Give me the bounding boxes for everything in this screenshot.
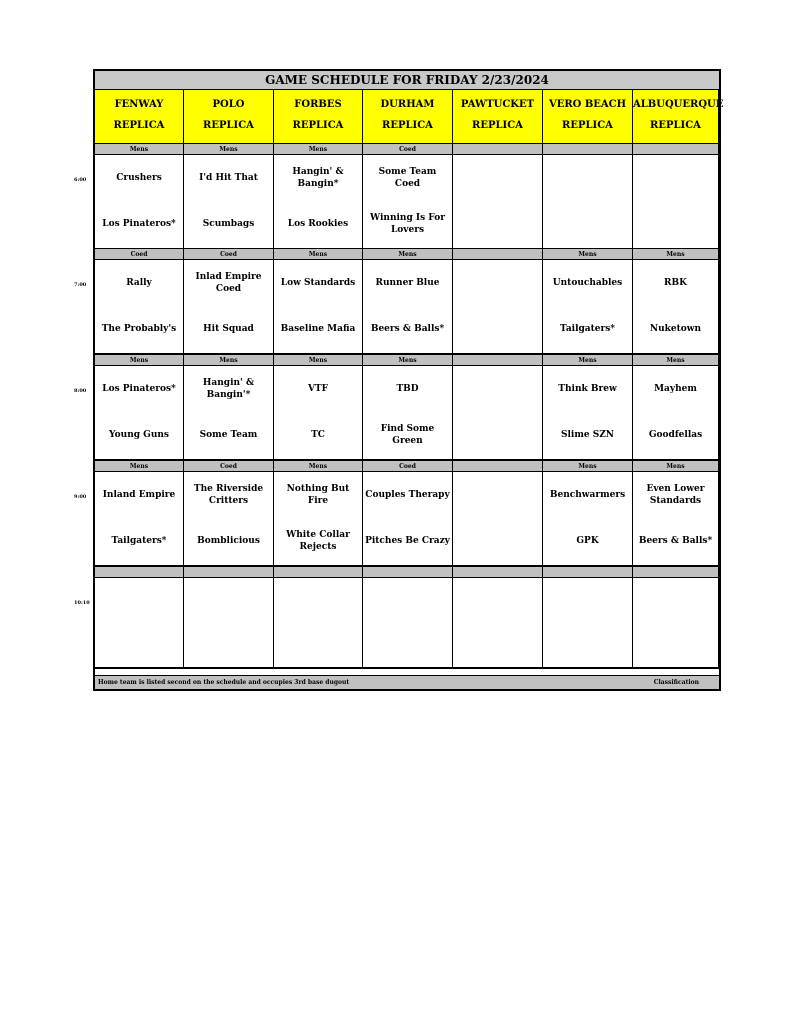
game-cell bbox=[95, 260, 184, 355]
game-cell bbox=[363, 260, 453, 355]
field-header bbox=[453, 90, 543, 144]
home-team: Pitches Be Crazy bbox=[365, 536, 450, 546]
home-team: GPK bbox=[576, 536, 599, 546]
home-team: Tailgaters* bbox=[559, 324, 616, 334]
classification-cell: Mens bbox=[95, 461, 184, 472]
away-team: I'd Hit That bbox=[199, 173, 258, 183]
game-cell bbox=[633, 472, 719, 567]
classification-cell bbox=[453, 461, 543, 472]
classification-cell bbox=[95, 567, 184, 578]
field-header bbox=[274, 90, 363, 144]
home-team: Winning Is For Lovers bbox=[370, 213, 445, 235]
home-team: Goodfellas bbox=[648, 430, 703, 440]
field-header bbox=[543, 90, 633, 144]
classification-cell: Mens bbox=[543, 249, 633, 260]
field-subtitle: REPLICA bbox=[292, 120, 344, 131]
home-team: Los Pinateros* bbox=[102, 219, 176, 229]
game-cell bbox=[543, 472, 633, 567]
game-cell bbox=[543, 578, 633, 669]
game-cell bbox=[633, 260, 719, 355]
away-team: Even Lower Standards bbox=[646, 484, 705, 506]
game-cell bbox=[274, 366, 363, 461]
away-team: Some Team Coed bbox=[378, 167, 437, 189]
away-team: Mayhem bbox=[654, 384, 697, 394]
away-team: VTF bbox=[307, 384, 329, 394]
game-cell bbox=[274, 260, 363, 355]
home-team: White Collar Rejects bbox=[286, 530, 350, 552]
away-team: Crushers bbox=[116, 173, 162, 183]
home-team: Tailgaters* bbox=[111, 536, 167, 546]
time-label: 9:00 bbox=[74, 494, 87, 500]
home-team: TC bbox=[311, 430, 325, 440]
away-team: Hangin' & Bangin'* bbox=[202, 378, 255, 400]
game-cell bbox=[184, 155, 274, 250]
schedule-title: GAME SCHEDULE FOR FRIDAY 2/23/2024 bbox=[95, 71, 719, 90]
field-header bbox=[633, 90, 724, 144]
field-subtitle: REPLICA bbox=[203, 120, 254, 131]
away-team: Nothing But Fire bbox=[286, 484, 350, 506]
game-cell bbox=[633, 366, 719, 461]
classification-cell: Coed bbox=[363, 144, 453, 155]
field-subtitle: REPLICA bbox=[113, 120, 165, 131]
home-team: Slime SZN bbox=[560, 430, 614, 440]
field-subtitle: REPLICA bbox=[472, 120, 523, 131]
game-cell bbox=[184, 472, 274, 567]
classification-cell bbox=[543, 567, 633, 578]
game-cell bbox=[543, 366, 633, 461]
field-subtitle: REPLICA bbox=[650, 120, 701, 131]
field-name: DURHAM bbox=[380, 99, 435, 110]
home-team: Young Guns bbox=[109, 430, 169, 440]
home-team: Find Some Green bbox=[380, 424, 435, 446]
game-cell bbox=[363, 578, 453, 669]
game-cell bbox=[184, 578, 274, 669]
away-team: Benchwarmers bbox=[549, 490, 626, 500]
classification-cell: Mens bbox=[633, 461, 719, 472]
home-team: Baseline Mafia bbox=[280, 324, 356, 334]
classification-cell bbox=[543, 144, 633, 155]
away-team: The Riverside Critters bbox=[193, 484, 264, 506]
classification-cell: Mens bbox=[363, 249, 453, 260]
classification-cell: Mens bbox=[274, 249, 363, 260]
game-cell bbox=[274, 155, 363, 250]
game-cell bbox=[274, 472, 363, 567]
field-header bbox=[184, 90, 274, 144]
game-schedule-table bbox=[93, 69, 724, 691]
game-cell bbox=[453, 578, 543, 669]
classification-cell: Coed bbox=[363, 461, 453, 472]
classification-cell bbox=[184, 567, 274, 578]
field-name: PAWTUCKET bbox=[460, 99, 535, 110]
classification-cell: Mens bbox=[543, 461, 633, 472]
game-cell bbox=[453, 366, 543, 461]
classification-cell: Mens bbox=[184, 355, 274, 366]
classification-cell: Mens bbox=[363, 355, 453, 366]
game-cell bbox=[363, 472, 453, 567]
game-cell bbox=[543, 155, 633, 250]
classification-cell: Coed bbox=[95, 249, 184, 260]
home-team: Los Rookies bbox=[287, 219, 349, 229]
home-team: Scumbags bbox=[202, 219, 255, 229]
classification-cell bbox=[453, 567, 543, 578]
home-team: Nuketown bbox=[649, 324, 702, 334]
game-cell bbox=[95, 578, 184, 669]
game-cell bbox=[184, 260, 274, 355]
classification-cell: Coed bbox=[184, 461, 274, 472]
home-team: Beers & Balls* bbox=[370, 324, 445, 334]
away-team: Think Brew bbox=[558, 384, 617, 394]
classification-cell bbox=[633, 144, 719, 155]
home-team: Some Team bbox=[199, 430, 258, 440]
away-team: Inland Empire bbox=[102, 490, 176, 500]
home-team: Beers & Balls* bbox=[638, 536, 713, 546]
classification-cell bbox=[363, 567, 453, 578]
game-cell bbox=[453, 472, 543, 567]
classification-cell: Mens bbox=[274, 144, 363, 155]
game-cell bbox=[633, 155, 719, 250]
home-team-note: Home team is listed second on the schedule and occupies 3rd base dugout bbox=[98, 679, 350, 686]
field-subtitle: REPLICA bbox=[562, 120, 613, 131]
home-team: Bomblicious bbox=[197, 536, 260, 546]
game-cell bbox=[95, 472, 184, 567]
classification-cell bbox=[633, 567, 719, 578]
classification-cell bbox=[453, 249, 543, 260]
time-label: 6:00 bbox=[74, 177, 87, 183]
field-name: FORBES bbox=[294, 99, 342, 110]
classification-cell: Mens bbox=[95, 144, 184, 155]
time-label: 10:10 bbox=[74, 600, 90, 606]
game-cell bbox=[363, 366, 453, 461]
schedule-footer bbox=[95, 675, 719, 689]
classification-cell bbox=[453, 355, 543, 366]
game-cell bbox=[453, 155, 543, 250]
away-team: Inlad Empire Coed bbox=[195, 272, 262, 294]
time-label: 7:00 bbox=[74, 282, 87, 288]
away-team: Rally bbox=[126, 278, 152, 288]
time-label: 8:00 bbox=[74, 388, 87, 394]
classification-label: Classification bbox=[653, 679, 699, 686]
field-subtitle: REPLICA bbox=[382, 120, 433, 131]
classification-cell: Mens bbox=[274, 355, 363, 366]
game-cell bbox=[184, 366, 274, 461]
home-team: The Probably's bbox=[101, 324, 177, 334]
field-name: FENWAY bbox=[114, 99, 164, 110]
field-header bbox=[95, 90, 184, 144]
game-cell bbox=[95, 366, 184, 461]
field-name: VERO BEACH bbox=[548, 99, 627, 110]
field-name: ALBUQUERQUE bbox=[633, 99, 724, 110]
field-header bbox=[363, 90, 453, 144]
classification-cell bbox=[453, 144, 543, 155]
home-team: Hit Squad bbox=[203, 324, 254, 334]
game-cell bbox=[95, 155, 184, 250]
away-team: Runner Blue bbox=[375, 278, 440, 288]
field-name: POLO bbox=[212, 99, 245, 110]
game-cell bbox=[363, 155, 453, 250]
classification-cell: Mens bbox=[274, 461, 363, 472]
classification-cell: Mens bbox=[633, 249, 719, 260]
away-team: Low Standards bbox=[280, 278, 356, 288]
classification-cell: Mens bbox=[633, 355, 719, 366]
classification-cell: Mens bbox=[95, 355, 184, 366]
game-cell bbox=[633, 578, 719, 669]
away-team: Untouchables bbox=[552, 278, 623, 288]
away-team: RBK bbox=[664, 278, 687, 288]
classification-cell: Mens bbox=[184, 144, 274, 155]
game-cell bbox=[453, 260, 543, 355]
classification-cell: Coed bbox=[184, 249, 274, 260]
away-team: Hangin' & Bangin* bbox=[292, 167, 344, 189]
away-team: TBD bbox=[396, 384, 419, 394]
classification-cell bbox=[274, 567, 363, 578]
game-cell bbox=[543, 260, 633, 355]
classification-cell: Mens bbox=[543, 355, 633, 366]
away-team: Couples Therapy bbox=[365, 490, 450, 500]
away-team: Los Pinateros* bbox=[102, 384, 176, 394]
game-cell bbox=[274, 578, 363, 669]
